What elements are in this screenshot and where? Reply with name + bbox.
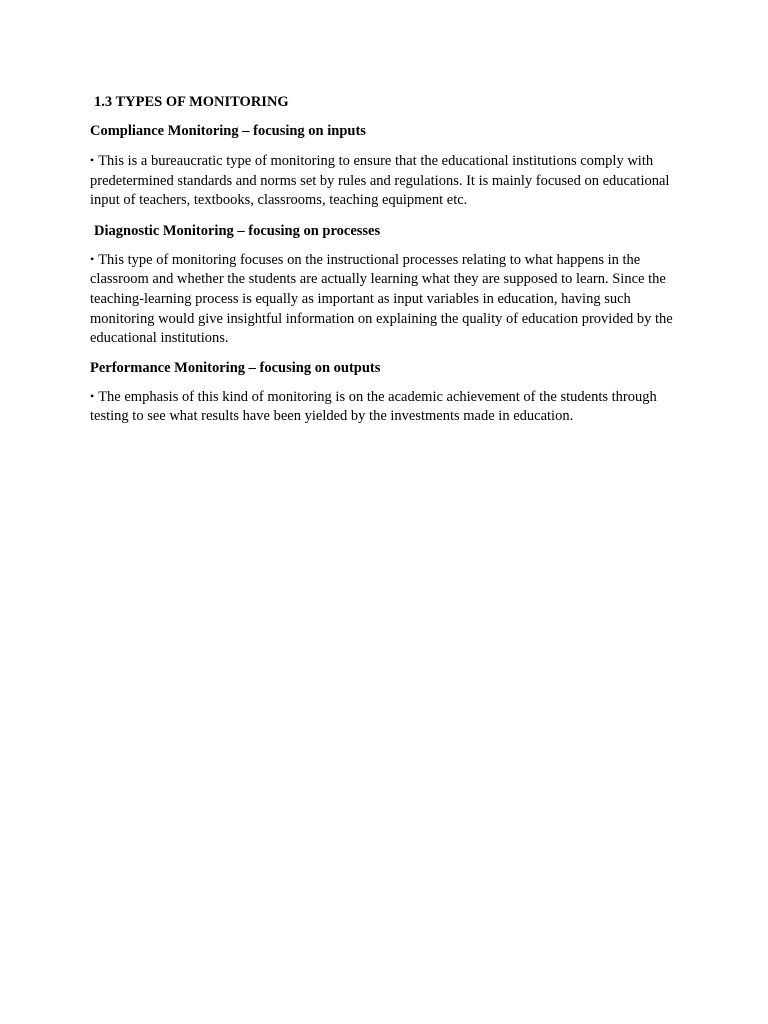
bullet-icon: •: [90, 388, 95, 403]
bullet-icon: •: [90, 251, 95, 266]
section-title-diagnostic: Diagnostic Monitoring – focusing on processes: [94, 222, 381, 239]
section-title-performance: Performance Monitoring – focusing on outputs: [90, 359, 381, 376]
page-title: 1.3 TYPES OF MONITORING: [94, 94, 289, 110]
section-body-text: This is a bureaucratic type of monitoring to ensure that the educational institutions comply with predetermined standards and norms set by rules and regulations. It is mainly focused on educational input of teachers, textbooks, classrooms, teaching equipment etc.: [90, 153, 670, 209]
section-body-diagnostic: [90, 250, 682, 349]
document-page: [90, 92, 682, 427]
section-title-compliance: Compliance Monitoring – focusing on inputs: [90, 123, 366, 139]
bullet-icon: •: [90, 153, 95, 167]
section-body-compliance: [90, 151, 682, 211]
section-body-text: The emphasis of this kind of monitoring is on the academic achievement of the students through testing to see what results have been yielded by the investments made in education.: [90, 388, 657, 425]
section-body-performance: [90, 387, 682, 427]
section-body-text: This type of monitoring focuses on the instructional processes relating to what happens in the classroom and whether the students are actually learning what they are supposed to learn. Since the teaching-learning process is equally as important as input variables in education, having such monitoring would give insightful information on explaining the quality of education provided by the educational institutions.: [90, 251, 673, 347]
